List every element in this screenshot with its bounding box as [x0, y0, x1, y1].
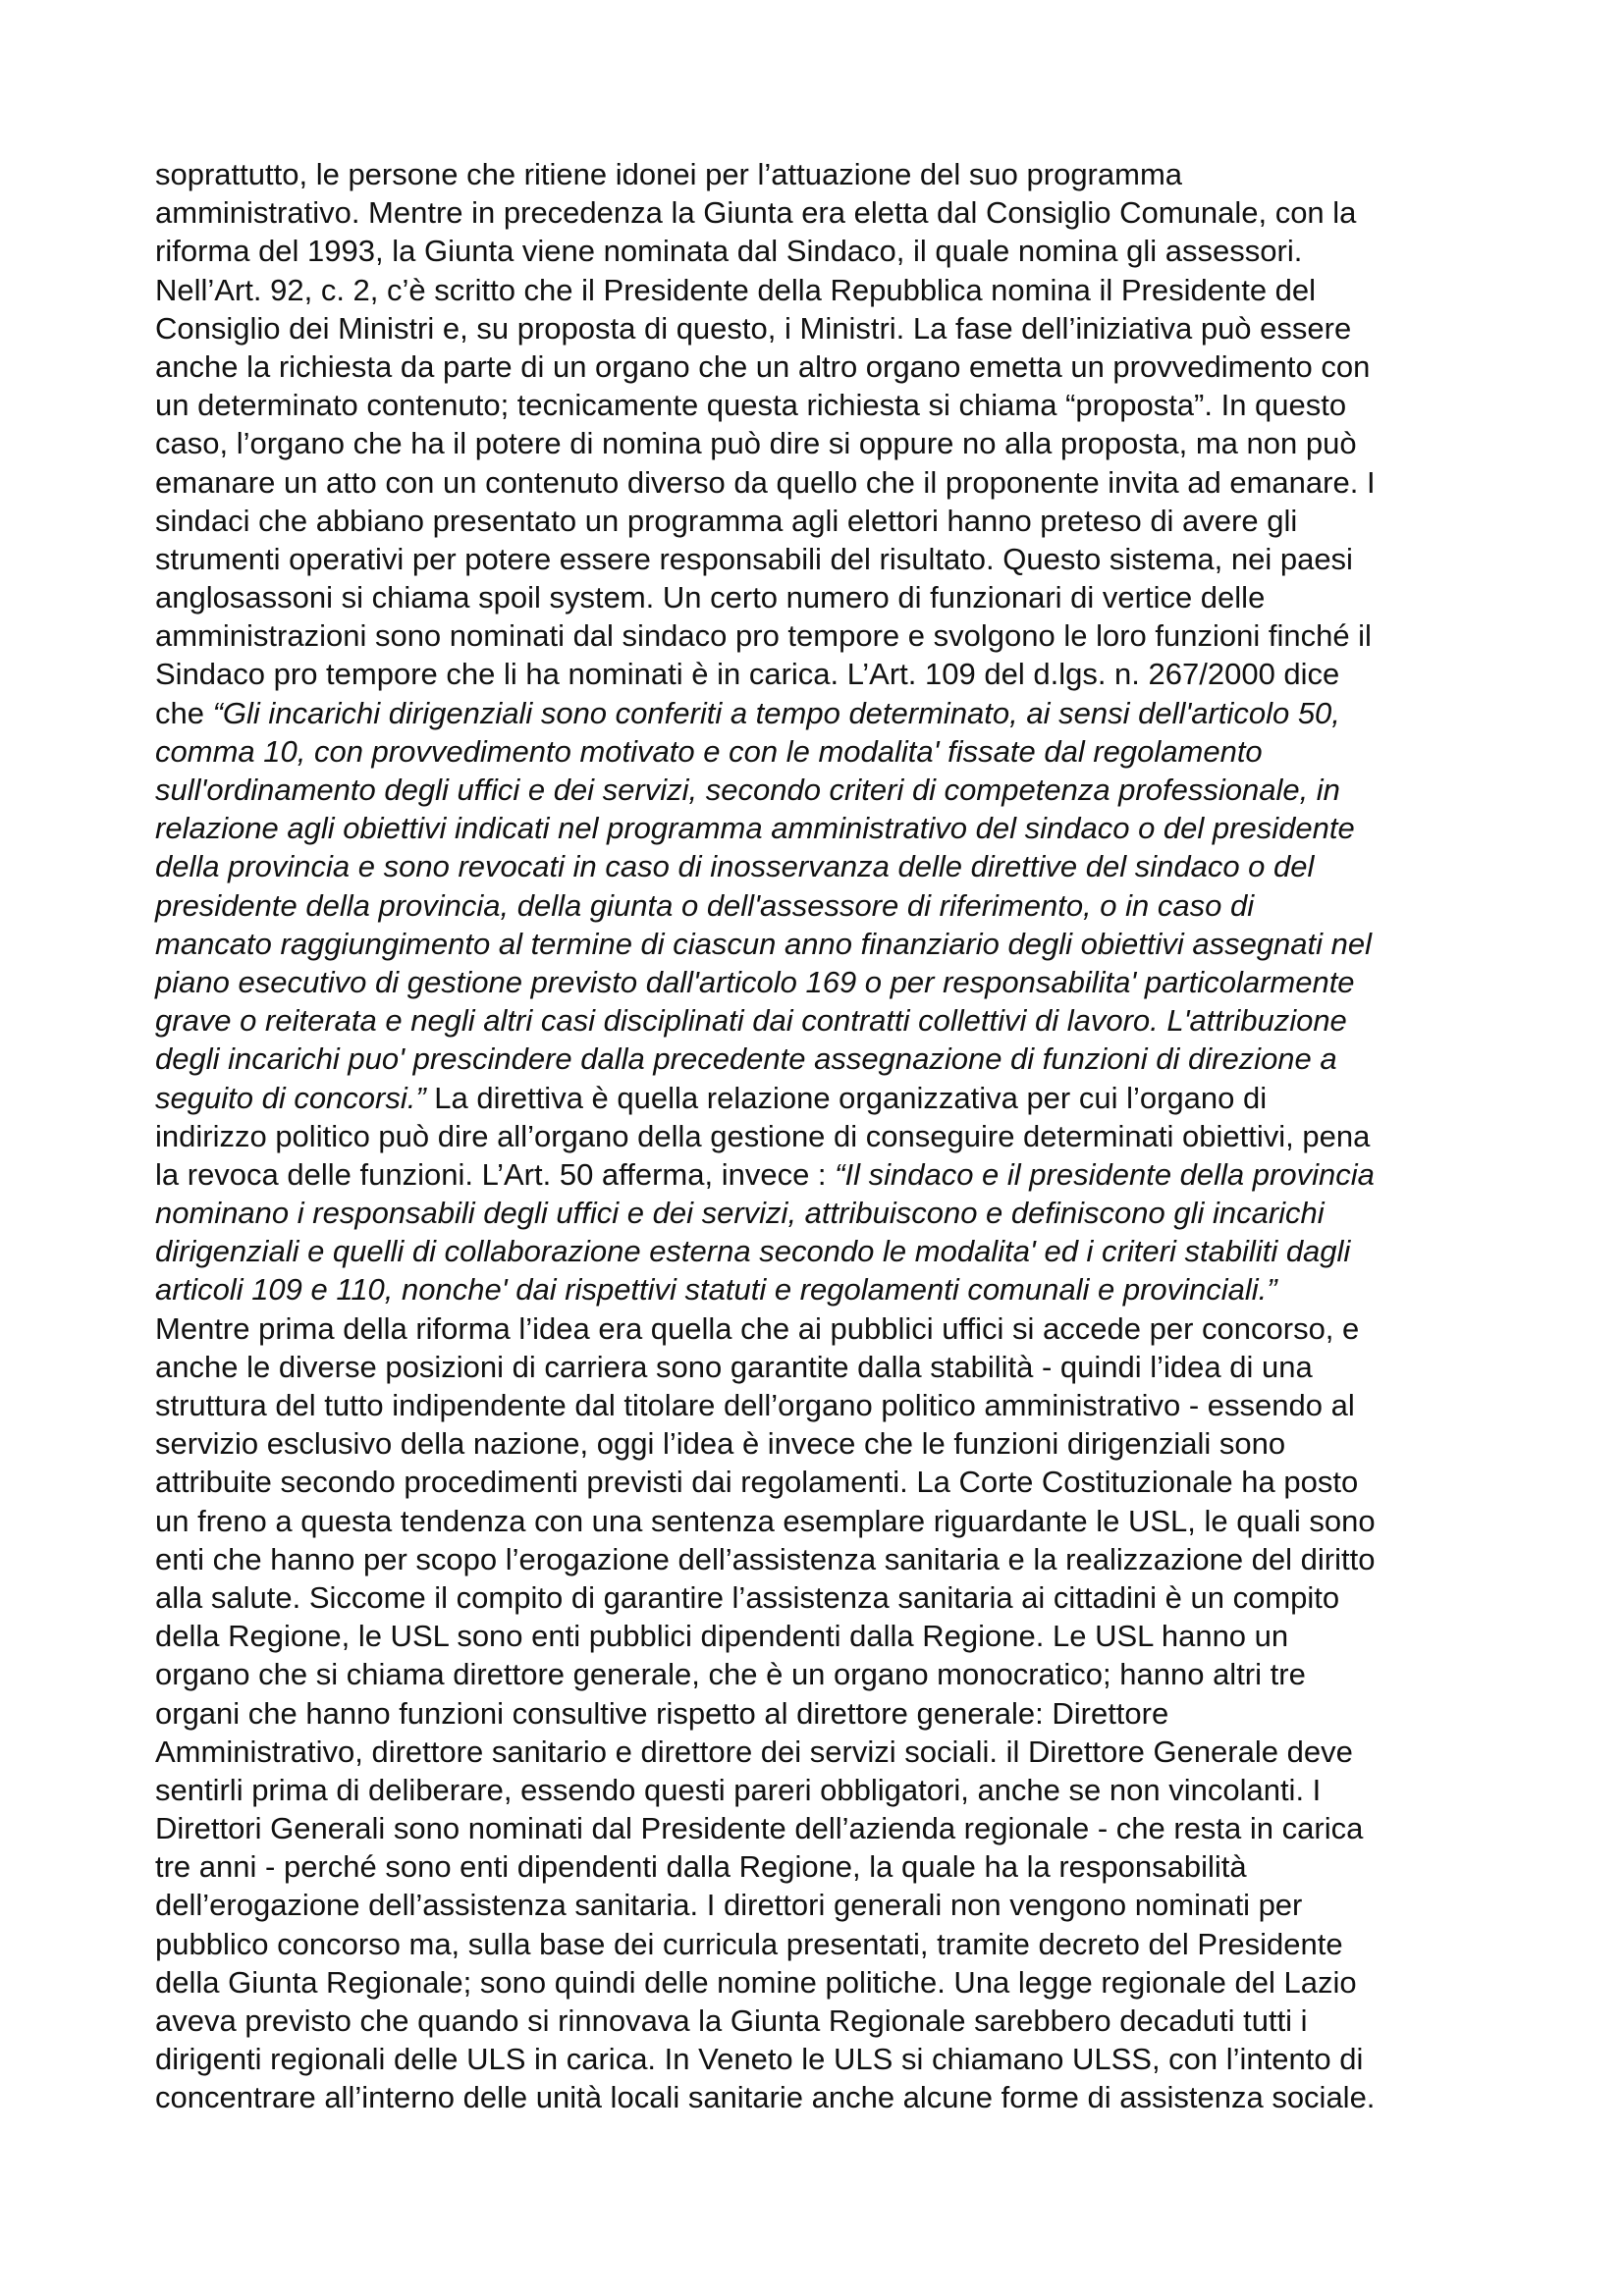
text-segment: servizio esclusivo della nazione, oggi l’idea è invece che le funzioni dirigenziali sono	[155, 1426, 1286, 1462]
text-segment: struttura del tutto indipendente dal titolare dell’organo politico amministrativo - essendo al	[155, 1388, 1355, 1422]
quoted-text-segment: presidente della provincia, della giunta o dell'assessore di riferimento, o in caso di	[155, 887, 1255, 923]
quoted-text-segment: “Gli incarichi dirigenziali sono conferiti a tempo determinato, ai sensi dell'articolo 50,	[212, 695, 1340, 730]
text-line	[155, 1463, 1481, 1501]
quoted-text-segment: sull'ordinamento degli uffici e dei servizi, secondo criteri di competenza professionale, in	[155, 773, 1340, 807]
text-segment: della Giunta Regionale; sono quindi delle nomine politiche. Una legge regionale del Lazio	[155, 1964, 1357, 2000]
text-segment: La direttiva è quella relazione organizzativa per cui l’organo di	[425, 1080, 1268, 1115]
text-segment: pubblico concorso ma, sulla base dei curricula presentati, tramite decreto del Presidente	[155, 1926, 1343, 1961]
quoted-text-segment: dirigenziali e quelli di collaborazione esterna secondo le modalita' ed i criteri stabiliti dagli	[155, 1234, 1351, 1269]
quoted-text-segment: grave o reiterata e negli altri casi disciplinati dai contratti collettivi di lavoro. L'attribuzione	[155, 1003, 1347, 1039]
text-segment: organi che hanno funzioni consultive rispetto al direttore generale: Direttore	[155, 1695, 1169, 1731]
quoted-text-segment: articoli 109 e 110, nonche' dai rispettivi statuti e regolamenti comunali e provinciali.”	[155, 1272, 1277, 1308]
text-line	[155, 1001, 1481, 1040]
text-line	[155, 1771, 1481, 1809]
text-line	[155, 694, 1481, 732]
text-line	[155, 155, 1481, 193]
quoted-text-segment: degli incarichi puo' prescindere dalla precedente assegnazione di funzioni di direzione a	[155, 1041, 1337, 1077]
text-line	[155, 963, 1481, 1001]
text-line	[155, 1079, 1481, 1117]
text-line	[155, 732, 1481, 771]
text-segment: un freno a questa tendenza con una sentenza esemplare riguardante le USL, le quali sono	[155, 1503, 1376, 1538]
text-line	[155, 1232, 1481, 1270]
text-line	[155, 1386, 1481, 1424]
text-line	[155, 1117, 1481, 1155]
text-line	[155, 771, 1481, 809]
quoted-text-segment: seguito di concorsi.”	[155, 1080, 426, 1115]
text-segment: sentirli prima di deliberare, essendo questi pareri obbligatori, anche se non vincolanti. I	[155, 1772, 1322, 1807]
text-line	[155, 578, 1481, 616]
text-line	[155, 2002, 1481, 2040]
text-line	[155, 1847, 1481, 1886]
text-segment: alla salute. Siccome il compito di garantire l’assistenza sanitaria ai cittadini è un compito	[155, 1579, 1340, 1615]
text-line	[155, 232, 1481, 270]
text-line	[155, 1424, 1481, 1463]
text-segment: della Regione, le USL sono enti pubblici dipendenti dalla Regione. Le USL hanno un	[155, 1619, 1289, 1654]
text-line	[155, 309, 1481, 347]
text-segment: dirigenti regionali delle ULS in carica. In Veneto le ULS si chiamano ULSS, con l’intento di	[155, 2042, 1364, 2077]
text-line	[155, 1040, 1481, 1078]
text-segment: emanare un atto con un contenuto diverso da quello che il proponente invita ad emanare. I	[155, 464, 1376, 500]
text-line	[155, 925, 1481, 963]
text-segment: strumenti operativi per potere essere responsabili del risultato. Questo sistema, nei paesi	[155, 541, 1353, 576]
text-segment: organo che si chiama direttore generale, che è un organo monocratico; hanno altri tre	[155, 1657, 1306, 1692]
text-segment: enti che hanno per scopo l’erogazione dell’assistenza sanitaria e la realizzazione del diritto	[155, 1541, 1376, 1576]
text-segment: amministrazioni sono nominati dal sindaco pro tempore e svolgono le loro funzioni finché il	[155, 618, 1372, 654]
text-line	[155, 1309, 1481, 1348]
quoted-text-segment: nominano i responsabili degli uffici e dei servizi, attribuiscono e definiscono gli incarichi	[155, 1196, 1325, 1231]
text-line	[155, 886, 1481, 925]
quoted-text-segment: mancato raggiungimento al termine di ciascun anno finanziario degli obiettivi assegnati nel	[155, 926, 1373, 961]
text-segment: Amministrativo, direttore sanitario e direttore dei servizi sociali. il Direttore Generale deve	[155, 1734, 1353, 1769]
text-segment: attribuite secondo procedimenti previsti dai regolamenti. La Corte Costituzionale ha posto	[155, 1465, 1359, 1500]
text-segment: Mentre prima della riforma l’idea era quella che ai pubblici uffici si accede per concorso, e	[155, 1310, 1360, 1346]
text-line	[155, 1694, 1481, 1733]
text-segment: caso, l’organo che ha il potere di nomina può dire si oppure no alla proposta, ma non può	[155, 426, 1357, 461]
text-segment: un determinato contenuto; tecnicamente questa richiesta si chiama “proposta”. In questo	[155, 388, 1347, 423]
text-segment: dell’erogazione dell’assistenza sanitaria. I direttori generali non vengono nominati per	[155, 1888, 1303, 1923]
text-line	[155, 1617, 1481, 1655]
text-line	[155, 1925, 1481, 1963]
text-line	[155, 347, 1481, 386]
text-segment: la revoca delle funzioni. L’Art. 50 afferma, invece :	[155, 1156, 836, 1192]
text-segment: tre anni - perché sono enti dipendenti dalla Regione, la quale ha la responsabilità	[155, 1849, 1247, 1885]
text-line	[155, 847, 1481, 885]
quoted-text-segment: comma 10, con provvedimento motivato e con le modalita' fissate dal regolamento	[155, 733, 1263, 769]
text-segment: Direttori Generali sono nominati dal Presidente dell’azienda regionale - che resta in carica	[155, 1811, 1364, 1846]
text-segment: soprattutto, le persone che ritiene idonei per l’attuazione del suo programma	[155, 157, 1183, 191]
text-line	[155, 809, 1481, 847]
text-segment: che	[155, 695, 213, 730]
text-line	[155, 2078, 1481, 2116]
quoted-text-segment: “Il sindaco e il presidente della provincia	[835, 1156, 1375, 1192]
text-segment: concentrare all’interno delle unità locali sanitarie anche alcune forme di assistenza sociale.	[155, 2080, 1376, 2115]
text-line	[155, 271, 1481, 309]
text-line	[155, 1194, 1481, 1232]
text-line	[155, 1348, 1481, 1386]
text-line	[155, 1270, 1481, 1308]
text-line	[155, 1578, 1481, 1617]
text-segment: sindaci che abbiano presentato un programma agli elettori hanno preteso di avere gli	[155, 503, 1298, 538]
text-segment: amministrativo. Mentre in precedenza la Giunta era eletta dal Consiglio Comunale, con la	[155, 195, 1357, 231]
text-segment: anglosassoni si chiama spoil system. Un certo numero di funzionari di vertice delle	[155, 580, 1266, 615]
text-segment: anche le diverse posizioni di carriera sono garantite dalla stabilità - quindi l’idea di una	[155, 1349, 1313, 1384]
text-line	[155, 1886, 1481, 1924]
text-segment: indirizzo politico può dire all’organo della gestione di conseguire determinati obiettivi, pena	[155, 1118, 1371, 1153]
text-line	[155, 193, 1481, 232]
text-line	[155, 2040, 1481, 2078]
text-line	[155, 424, 1481, 462]
text-line	[155, 1155, 1481, 1194]
text-line	[155, 1809, 1481, 1847]
text-segment: riforma del 1993, la Giunta viene nominata dal Sindaco, il quale nomina gli assessori.	[155, 234, 1303, 269]
text-line	[155, 386, 1481, 424]
text-segment: anche la richiesta da parte di un organo che un altro organo emetta un provvedimento con	[155, 348, 1371, 384]
text-line	[155, 502, 1481, 540]
quoted-text-segment: della provincia e sono revocati in caso di inosservanza delle direttive del sindaco o del	[155, 849, 1315, 884]
text-line	[155, 655, 1481, 693]
text-line	[155, 1963, 1481, 2002]
text-segment: Sindaco pro tempore che li ha nominati è in carica. L’Art. 109 del d.lgs. n. 267/2000 dice	[155, 657, 1340, 692]
body-text	[155, 155, 1481, 2117]
text-line	[155, 540, 1481, 578]
text-line	[155, 616, 1481, 655]
text-segment: Nell’Art. 92, c. 2, c’è scritto che il Presidente della Repubblica nomina il Presidente del	[155, 272, 1317, 307]
text-line	[155, 1655, 1481, 1693]
text-line	[155, 1540, 1481, 1578]
quoted-text-segment: relazione agli obiettivi indicati nel programma amministrativo del sindaco o del presidente	[155, 811, 1355, 846]
quoted-text-segment: piano esecutivo di gestione previsto dall'articolo 169 o per responsabilita' particolarmente	[155, 964, 1355, 999]
text-segment: Consiglio dei Ministri e, su proposta di questo, i Ministri. La fase dell’iniziativa può essere	[155, 310, 1352, 346]
text-line	[155, 463, 1481, 502]
text-segment: aveva previsto che quando si rinnovava la Giunta Regionale sarebbero decaduti tutti i	[155, 2003, 1308, 2038]
text-line	[155, 1733, 1481, 1771]
text-line	[155, 1502, 1481, 1540]
